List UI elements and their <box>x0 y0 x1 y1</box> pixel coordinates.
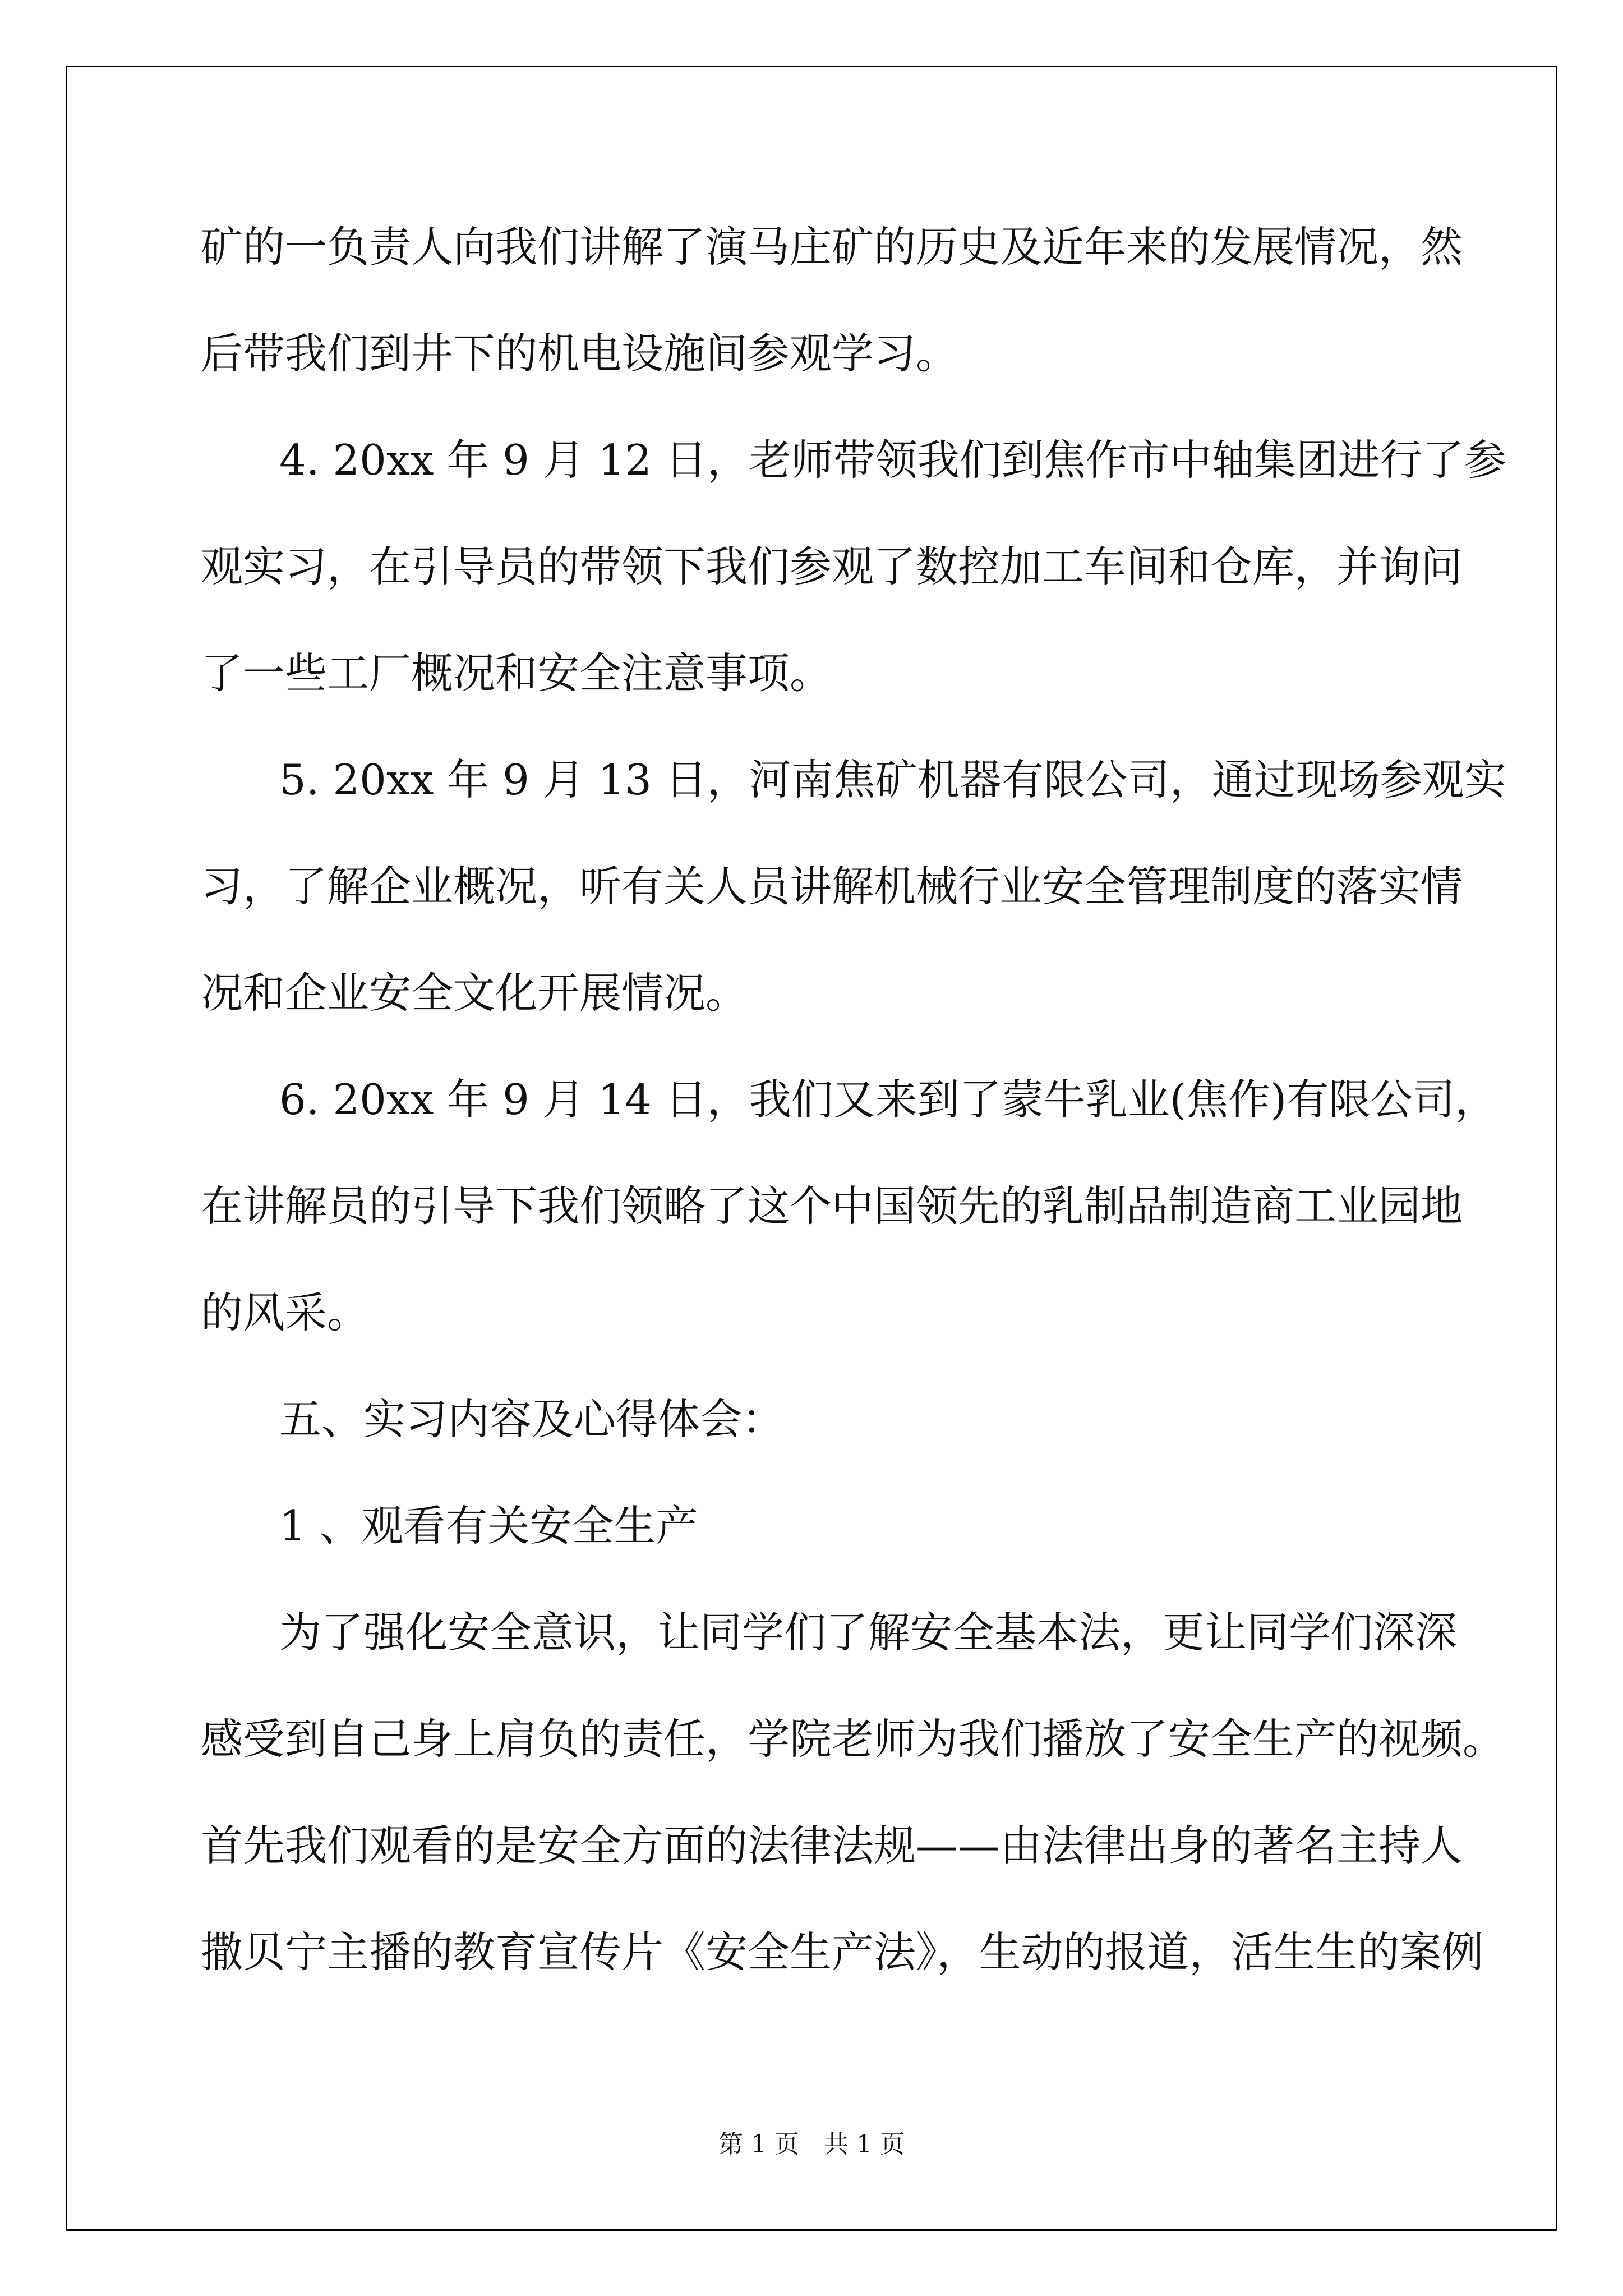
text-line: 为了强化安全意识，让同学们了解安全基本法，更让同学们深深 <box>279 1608 1458 1657</box>
text-line: 的风采。 <box>201 1288 370 1337</box>
text-line: 在讲解员的引导下我们领略了这个中国领先的乳制品制造商工业园地 <box>201 1181 1463 1231</box>
subsection-heading: 1 、观看有关安全生产 <box>279 1501 698 1550</box>
text-line: 6. 20xx 年 9 月 14 日，我们又来到了蒙牛乳业(焦作)有限公司， <box>279 1075 1497 1124</box>
text-line: 首先我们观看的是安全方面的法律法规——由法律出身的著名主持人 <box>201 1821 1463 1870</box>
text-line: 4. 20xx 年 9 月 12 日，老师带领我们到焦作市中轴集团进行了参 <box>279 435 1506 485</box>
text-line: 矿的一负责人向我们讲解了演马庄矿的历史及近年来的发展情况，然 <box>201 222 1463 272</box>
text-line: 习，了解企业概况，听有关人员讲解机械行业安全管理制度的落实情 <box>201 862 1463 911</box>
text-line: 5. 20xx 年 9 月 13 日，河南焦矿机器有限公司，通过现场参观实 <box>279 755 1506 804</box>
text-line: 观实习，在引导员的带领下我们参观了数控加工车间和仓库，并询问 <box>201 542 1463 591</box>
page-border <box>66 66 1557 2231</box>
text-line: 感受到自己身上肩负的责任，学院老师为我们播放了安全生产的视频。 <box>201 1714 1505 1764</box>
text-line: 况和企业安全文化开展情况。 <box>201 968 748 1018</box>
text-line: 撒贝宁主播的教育宣传片《安全生产法》，生动的报道，活生生的案例 <box>201 1927 1484 1977</box>
text-line: 了一些工厂概况和安全注意事项。 <box>201 648 832 698</box>
section-heading: 五、实习内容及心得体会： <box>279 1395 785 1444</box>
text-line: 后带我们到井下的机电设施间参观学习。 <box>201 329 958 378</box>
page-number-footer: 第 1 页 共 1 页 <box>718 2130 905 2159</box>
